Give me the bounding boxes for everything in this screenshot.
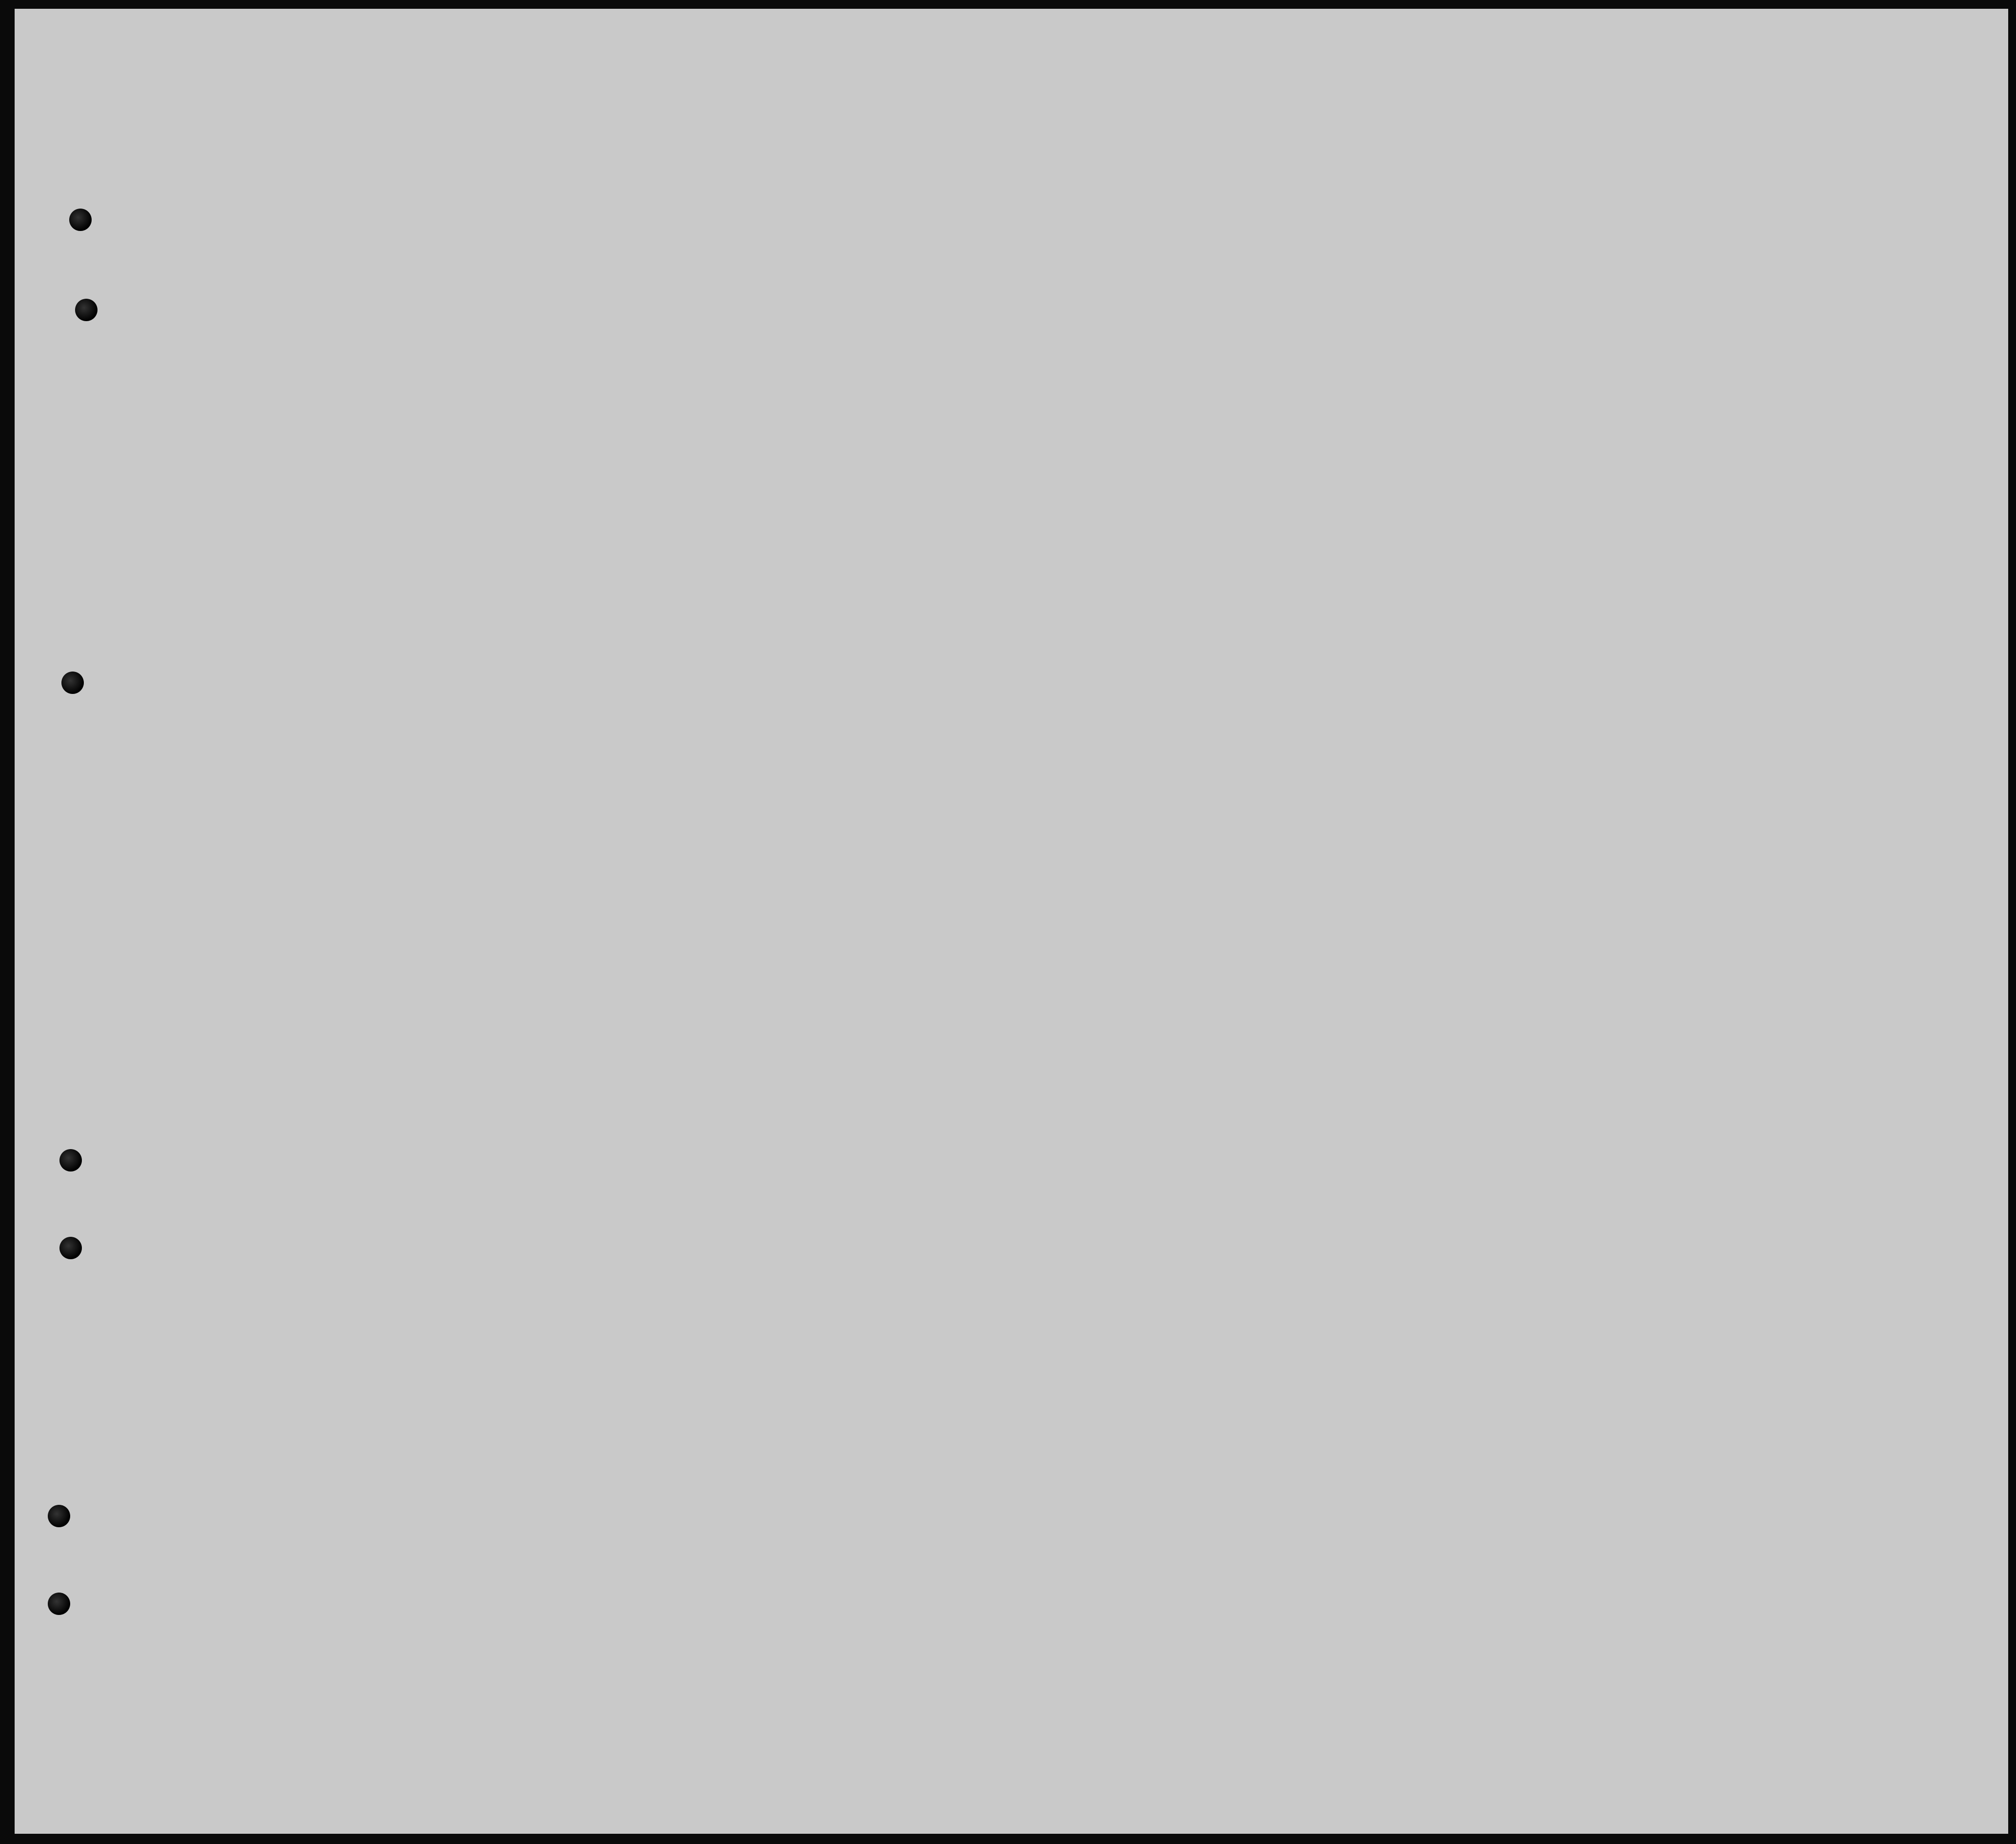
binder-hole	[59, 1149, 82, 1172]
form-grid	[15, 9, 2008, 1834]
binder-hole	[69, 209, 92, 231]
binder-hole	[61, 672, 84, 694]
document-sheet	[15, 9, 2008, 1834]
binder-hole	[48, 1505, 70, 1527]
binder-hole	[48, 1593, 70, 1615]
binder-hole	[59, 1237, 82, 1259]
binder-hole	[75, 299, 97, 321]
